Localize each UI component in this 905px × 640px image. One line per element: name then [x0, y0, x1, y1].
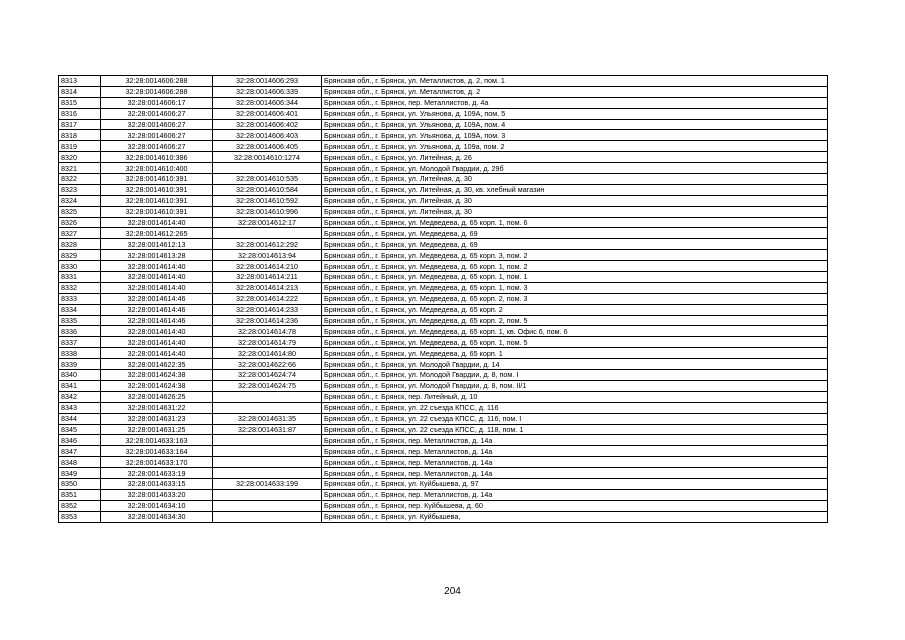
table-row [59, 130, 828, 141]
parcel-cadastral-cell: 32:28:0014624:38 [101, 370, 213, 381]
object-cadastral-cell [213, 163, 322, 174]
object-cadastral-cell [213, 402, 322, 413]
table-row [59, 315, 828, 326]
row-number-cell: 8328 [59, 239, 101, 250]
parcel-cadastral-cell: 32:28:0014606:288 [101, 76, 213, 87]
object-cadastral-cell: 32:28:0014614:79 [213, 337, 322, 348]
address-cell: Брянская обл., г. Брянск, ул. Медведева, д. 65 корп. 1, пом. 5 [322, 337, 828, 348]
object-cadastral-cell: 32:28:0014614:210 [213, 261, 322, 272]
page-number: 204 [444, 586, 461, 597]
object-cadastral-cell: 32:28:0014624:74 [213, 370, 322, 381]
address-cell: Брянская обл., г. Брянск, ул. Медведева, д. 65 корп. 1, кв. Офис 6, пом. 6 [322, 326, 828, 337]
parcel-cadastral-cell: 32:28:0014633:19 [101, 468, 213, 479]
address-cell: Брянская обл., г. Брянск, ул. Молодой Гвардии, д. 8, пом. II/1 [322, 380, 828, 391]
address-cell: Брянская обл., г. Брянск, ул. Ульянова, д. 109А, пом. 4 [322, 119, 828, 130]
table-row [59, 457, 828, 468]
parcel-cadastral-cell: 32:28:0014614:40 [101, 217, 213, 228]
object-cadastral-cell: 32:28:0014610:535 [213, 174, 322, 185]
object-cadastral-cell: 32:28:0014606:405 [213, 141, 322, 152]
row-number-cell: 8319 [59, 141, 101, 152]
registry-table-body [59, 76, 828, 523]
parcel-cadastral-cell: 32:28:0014614:40 [101, 282, 213, 293]
table-row [59, 272, 828, 283]
address-cell: Брянская обл., г. Брянск, ул. Куйбышева, [322, 511, 828, 522]
row-number-cell: 8330 [59, 261, 101, 272]
row-number-cell: 8323 [59, 184, 101, 195]
row-number-cell: 8320 [59, 152, 101, 163]
table-row [59, 108, 828, 119]
table-row [59, 261, 828, 272]
object-cadastral-cell [213, 457, 322, 468]
object-cadastral-cell: 32:28:0014606:344 [213, 97, 322, 108]
object-cadastral-cell: 32:28:0014622:66 [213, 359, 322, 370]
address-cell: Брянская обл., г. Брянск, пер. Металлистов, д. 14а [322, 446, 828, 457]
address-cell: Брянская обл., г. Брянск, ул. 22 съезда КПСС, д. 116 [322, 402, 828, 413]
parcel-cadastral-cell: 32:28:0014614:40 [101, 348, 213, 359]
table-row [59, 478, 828, 489]
table-row [59, 141, 828, 152]
row-number-cell: 8341 [59, 380, 101, 391]
address-cell: Брянская обл., г. Брянск, ул. Медведева, д. 65 корп. 3, пом. 2 [322, 250, 828, 261]
parcel-cadastral-cell: 32:28:0014610:386 [101, 152, 213, 163]
row-number-cell: 8333 [59, 293, 101, 304]
row-number-cell: 8349 [59, 468, 101, 479]
table-row [59, 97, 828, 108]
parcel-cadastral-cell: 32:28:0014606:27 [101, 119, 213, 130]
row-number-cell: 8315 [59, 97, 101, 108]
parcel-cadastral-cell: 32:28:0014614:40 [101, 272, 213, 283]
table-row [59, 152, 828, 163]
table-row [59, 304, 828, 315]
table-row [59, 500, 828, 511]
row-number-cell: 8321 [59, 163, 101, 174]
address-cell: Брянская обл., г. Брянск, ул. Куйбышева, д. 97 [322, 478, 828, 489]
parcel-cadastral-cell: 32:28:0014606:27 [101, 130, 213, 141]
table-row [59, 76, 828, 87]
address-cell: Брянская обл., г. Брянск, ул. Медведева, д. 65 корп. 1, пом. 3 [322, 282, 828, 293]
address-cell: Брянская обл., г. Брянск, ул. Медведева, д. 65 корп. 2, пом. 5 [322, 315, 828, 326]
row-number-cell: 8327 [59, 228, 101, 239]
parcel-cadastral-cell: 32:28:0014612:13 [101, 239, 213, 250]
table-row [59, 359, 828, 370]
row-number-cell: 8317 [59, 119, 101, 130]
address-cell: Брянская обл., г. Брянск, пер. Металлистов, д. 4а [322, 97, 828, 108]
row-number-cell: 8331 [59, 272, 101, 283]
object-cadastral-cell: 32:28:0014606:402 [213, 119, 322, 130]
address-cell: Брянская обл., г. Брянск, пер. Металлистов, д. 14а [322, 457, 828, 468]
object-cadastral-cell: 32:28:0014610:1274 [213, 152, 322, 163]
object-cadastral-cell: 32:28:0014614:213 [213, 282, 322, 293]
row-number-cell: 8318 [59, 130, 101, 141]
parcel-cadastral-cell: 32:28:0014633:20 [101, 489, 213, 500]
object-cadastral-cell: 32:28:0014631:35 [213, 413, 322, 424]
address-cell: Брянская обл., г. Брянск, ул. Металлистов, д. 2 [322, 86, 828, 97]
object-cadastral-cell [213, 489, 322, 500]
row-number-cell: 8336 [59, 326, 101, 337]
object-cadastral-cell: 32:28:0014614:233 [213, 304, 322, 315]
object-cadastral-cell: 32:28:0014606:401 [213, 108, 322, 119]
parcel-cadastral-cell: 32:28:0014614:46 [101, 315, 213, 326]
parcel-cadastral-cell: 32:28:0014614:40 [101, 326, 213, 337]
parcel-cadastral-cell: 32:28:0014610:400 [101, 163, 213, 174]
address-cell: Брянская обл., г. Брянск, пер. Металлистов, д. 14а [322, 489, 828, 500]
row-number-cell: 8313 [59, 76, 101, 87]
table-row [59, 435, 828, 446]
row-number-cell: 8350 [59, 478, 101, 489]
table-row [59, 489, 828, 500]
table-row [59, 468, 828, 479]
address-cell: Брянская обл., г. Брянск, пер. Металлистов, д. 14а [322, 468, 828, 479]
parcel-cadastral-cell: 32:28:0014633:170 [101, 457, 213, 468]
row-number-cell: 8325 [59, 206, 101, 217]
table-row [59, 370, 828, 381]
row-number-cell: 8338 [59, 348, 101, 359]
parcel-cadastral-cell: 32:28:0014614:46 [101, 304, 213, 315]
row-number-cell: 8342 [59, 391, 101, 402]
table-row [59, 380, 828, 391]
row-number-cell: 8351 [59, 489, 101, 500]
row-number-cell: 8329 [59, 250, 101, 261]
parcel-cadastral-cell: 32:28:0014622:35 [101, 359, 213, 370]
parcel-cadastral-cell: 32:28:0014633:163 [101, 435, 213, 446]
object-cadastral-cell: 32:28:0014610:592 [213, 195, 322, 206]
object-cadastral-cell: 32:28:0014612:292 [213, 239, 322, 250]
address-cell: Брянская обл., г. Брянск, ул. Медведева, д. 65 корп. 1, пом. 1 [322, 272, 828, 283]
parcel-cadastral-cell: 32:28:0014610:391 [101, 195, 213, 206]
address-cell: Брянская обл., г. Брянск, ул. Медведева, д. 69 [322, 228, 828, 239]
row-number-cell: 8343 [59, 402, 101, 413]
parcel-cadastral-cell: 32:28:0014612:265 [101, 228, 213, 239]
parcel-cadastral-cell: 32:28:0014624:38 [101, 380, 213, 391]
table-row [59, 174, 828, 185]
object-cadastral-cell: 32:28:0014612:17 [213, 217, 322, 228]
table-row [59, 337, 828, 348]
address-cell: Брянская обл., г. Брянск, ул. Медведева, д. 69 [322, 239, 828, 250]
object-cadastral-cell [213, 446, 322, 457]
table-row [59, 511, 828, 522]
address-cell: Брянская обл., г. Брянск, ул. 22 съезда КПСС, д. 118, пом. 1 [322, 424, 828, 435]
address-cell: Брянская обл., г. Брянск, пер. Металлистов, д. 14а [322, 435, 828, 446]
address-cell: Брянская обл., г. Брянск, ул. Литейная, д. 26 [322, 152, 828, 163]
object-cadastral-cell: 32:28:0014614:78 [213, 326, 322, 337]
address-cell: Брянская обл., г. Брянск, ул. Литейная, д. 30 [322, 206, 828, 217]
table-row [59, 446, 828, 457]
table-row [59, 163, 828, 174]
table-row [59, 413, 828, 424]
table-row [59, 282, 828, 293]
row-number-cell: 8352 [59, 500, 101, 511]
object-cadastral-cell: 32:28:0014606:339 [213, 86, 322, 97]
parcel-cadastral-cell: 32:28:0014634:10 [101, 500, 213, 511]
row-number-cell: 8324 [59, 195, 101, 206]
parcel-cadastral-cell: 32:28:0014626:25 [101, 391, 213, 402]
address-cell: Брянская обл., г. Брянск, пер. Куйбышева, д. 60 [322, 500, 828, 511]
object-cadastral-cell: 32:28:0014624:75 [213, 380, 322, 391]
row-number-cell: 8316 [59, 108, 101, 119]
object-cadastral-cell: 32:28:0014606:293 [213, 76, 322, 87]
address-cell: Брянская обл., г. Брянск, ул. Металлистов, д. 2, пом. 1 [322, 76, 828, 87]
address-cell: Брянская обл., г. Брянск, ул. Литейная, д. 30 [322, 174, 828, 185]
row-number-cell: 8353 [59, 511, 101, 522]
table-row [59, 217, 828, 228]
table-row [59, 348, 828, 359]
row-number-cell: 8314 [59, 86, 101, 97]
object-cadastral-cell [213, 500, 322, 511]
object-cadastral-cell [213, 435, 322, 446]
address-cell: Брянская обл., г. Брянск, ул. Медведева, д. 65 корп. 2 [322, 304, 828, 315]
address-cell: Брянская обл., г. Брянск, ул. Молодой Гвардии, д. 14 [322, 359, 828, 370]
object-cadastral-cell: 32:28:0014606:403 [213, 130, 322, 141]
parcel-cadastral-cell: 32:28:0014631:25 [101, 424, 213, 435]
address-cell: Брянская обл., г. Брянск, ул. Медведева, д. 65 корп. 1 [322, 348, 828, 359]
row-number-cell: 8339 [59, 359, 101, 370]
row-number-cell: 8335 [59, 315, 101, 326]
parcel-cadastral-cell: 32:28:0014614:46 [101, 293, 213, 304]
table-row [59, 119, 828, 130]
registry-table [58, 75, 828, 523]
address-cell: Брянская обл., г. Брянск, ул. Медведева, д. 65 корп. 1, пом. 6 [322, 217, 828, 228]
object-cadastral-cell [213, 228, 322, 239]
table-row [59, 250, 828, 261]
address-cell: Брянская обл., г. Брянск, ул. Медведева, д. 65 корп. 1, пом. 2 [322, 261, 828, 272]
row-number-cell: 8326 [59, 217, 101, 228]
row-number-cell: 8344 [59, 413, 101, 424]
object-cadastral-cell: 32:28:0014614:222 [213, 293, 322, 304]
parcel-cadastral-cell: 32:28:0014631:22 [101, 402, 213, 413]
parcel-cadastral-cell: 32:28:0014610:391 [101, 184, 213, 195]
row-number-cell: 8340 [59, 370, 101, 381]
parcel-cadastral-cell: 32:28:0014631:23 [101, 413, 213, 424]
table-row [59, 195, 828, 206]
object-cadastral-cell: 32:28:0014633:199 [213, 478, 322, 489]
table-row [59, 184, 828, 195]
address-cell: Брянская обл., г. Брянск, ул. Молодой Гвардии, д. 8, пом. I [322, 370, 828, 381]
object-cadastral-cell: 32:28:0014614:80 [213, 348, 322, 359]
parcel-cadastral-cell: 32:28:0014634:30 [101, 511, 213, 522]
parcel-cadastral-cell: 32:28:0014610:391 [101, 174, 213, 185]
parcel-cadastral-cell: 32:28:0014633:15 [101, 478, 213, 489]
row-number-cell: 8334 [59, 304, 101, 315]
parcel-cadastral-cell: 32:28:0014606:288 [101, 86, 213, 97]
row-number-cell: 8345 [59, 424, 101, 435]
row-number-cell: 8347 [59, 446, 101, 457]
parcel-cadastral-cell: 32:28:0014606:27 [101, 141, 213, 152]
row-number-cell: 8332 [59, 282, 101, 293]
object-cadastral-cell: 32:28:0014631:87 [213, 424, 322, 435]
object-cadastral-cell: 32:28:0014613:94 [213, 250, 322, 261]
parcel-cadastral-cell: 32:28:0014614:40 [101, 337, 213, 348]
table-row [59, 206, 828, 217]
table-row [59, 239, 828, 250]
address-cell: Брянская обл., г. Брянск, ул. Медведева, д. 65 корп. 2, пом. 3 [322, 293, 828, 304]
table-row [59, 228, 828, 239]
object-cadastral-cell [213, 391, 322, 402]
parcel-cadastral-cell: 32:28:0014613:28 [101, 250, 213, 261]
address-cell: Брянская обл., г. Брянск, ул. Ульянова, д. 109А, пом. 5 [322, 108, 828, 119]
parcel-cadastral-cell: 32:28:0014606:27 [101, 108, 213, 119]
row-number-cell: 8348 [59, 457, 101, 468]
address-cell: Брянская обл., г. Брянск, ул. Литейная, д. 30, кв. хлебный магазин [322, 184, 828, 195]
row-number-cell: 8337 [59, 337, 101, 348]
row-number-cell: 8322 [59, 174, 101, 185]
object-cadastral-cell: 32:28:0014614:236 [213, 315, 322, 326]
address-cell: Брянская обл., г. Брянск, ул. 22 съезда КПСС, д. 116, пом. I [322, 413, 828, 424]
address-cell: Брянская обл., г. Брянск, пер. Литейный, д. 10 [322, 391, 828, 402]
object-cadastral-cell: 32:28:0014614:211 [213, 272, 322, 283]
table-row [59, 402, 828, 413]
parcel-cadastral-cell: 32:28:0014610:391 [101, 206, 213, 217]
object-cadastral-cell [213, 511, 322, 522]
row-number-cell: 8346 [59, 435, 101, 446]
object-cadastral-cell: 32:28:0014610:584 [213, 184, 322, 195]
address-cell: Брянская обл., г. Брянск, ул. Ульянова, д. 109А, пом. 3 [322, 130, 828, 141]
parcel-cadastral-cell: 32:28:0014614:40 [101, 261, 213, 272]
parcel-cadastral-cell: 32:28:0014606:17 [101, 97, 213, 108]
address-cell: Брянская обл., г. Брянск, ул. Литейная, д. 30 [322, 195, 828, 206]
table-row [59, 391, 828, 402]
table-row [59, 424, 828, 435]
table-row [59, 293, 828, 304]
object-cadastral-cell [213, 468, 322, 479]
table-row [59, 86, 828, 97]
parcel-cadastral-cell: 32:28:0014633:164 [101, 446, 213, 457]
address-cell: Брянская обл., г. Брянск, ул. Ульянова, д. 109а, пом. 2 [322, 141, 828, 152]
address-cell: Брянская обл., г. Брянск, ул. Молодой Гвардии, д. 29б [322, 163, 828, 174]
table-row [59, 326, 828, 337]
object-cadastral-cell: 32:28:0014610:996 [213, 206, 322, 217]
